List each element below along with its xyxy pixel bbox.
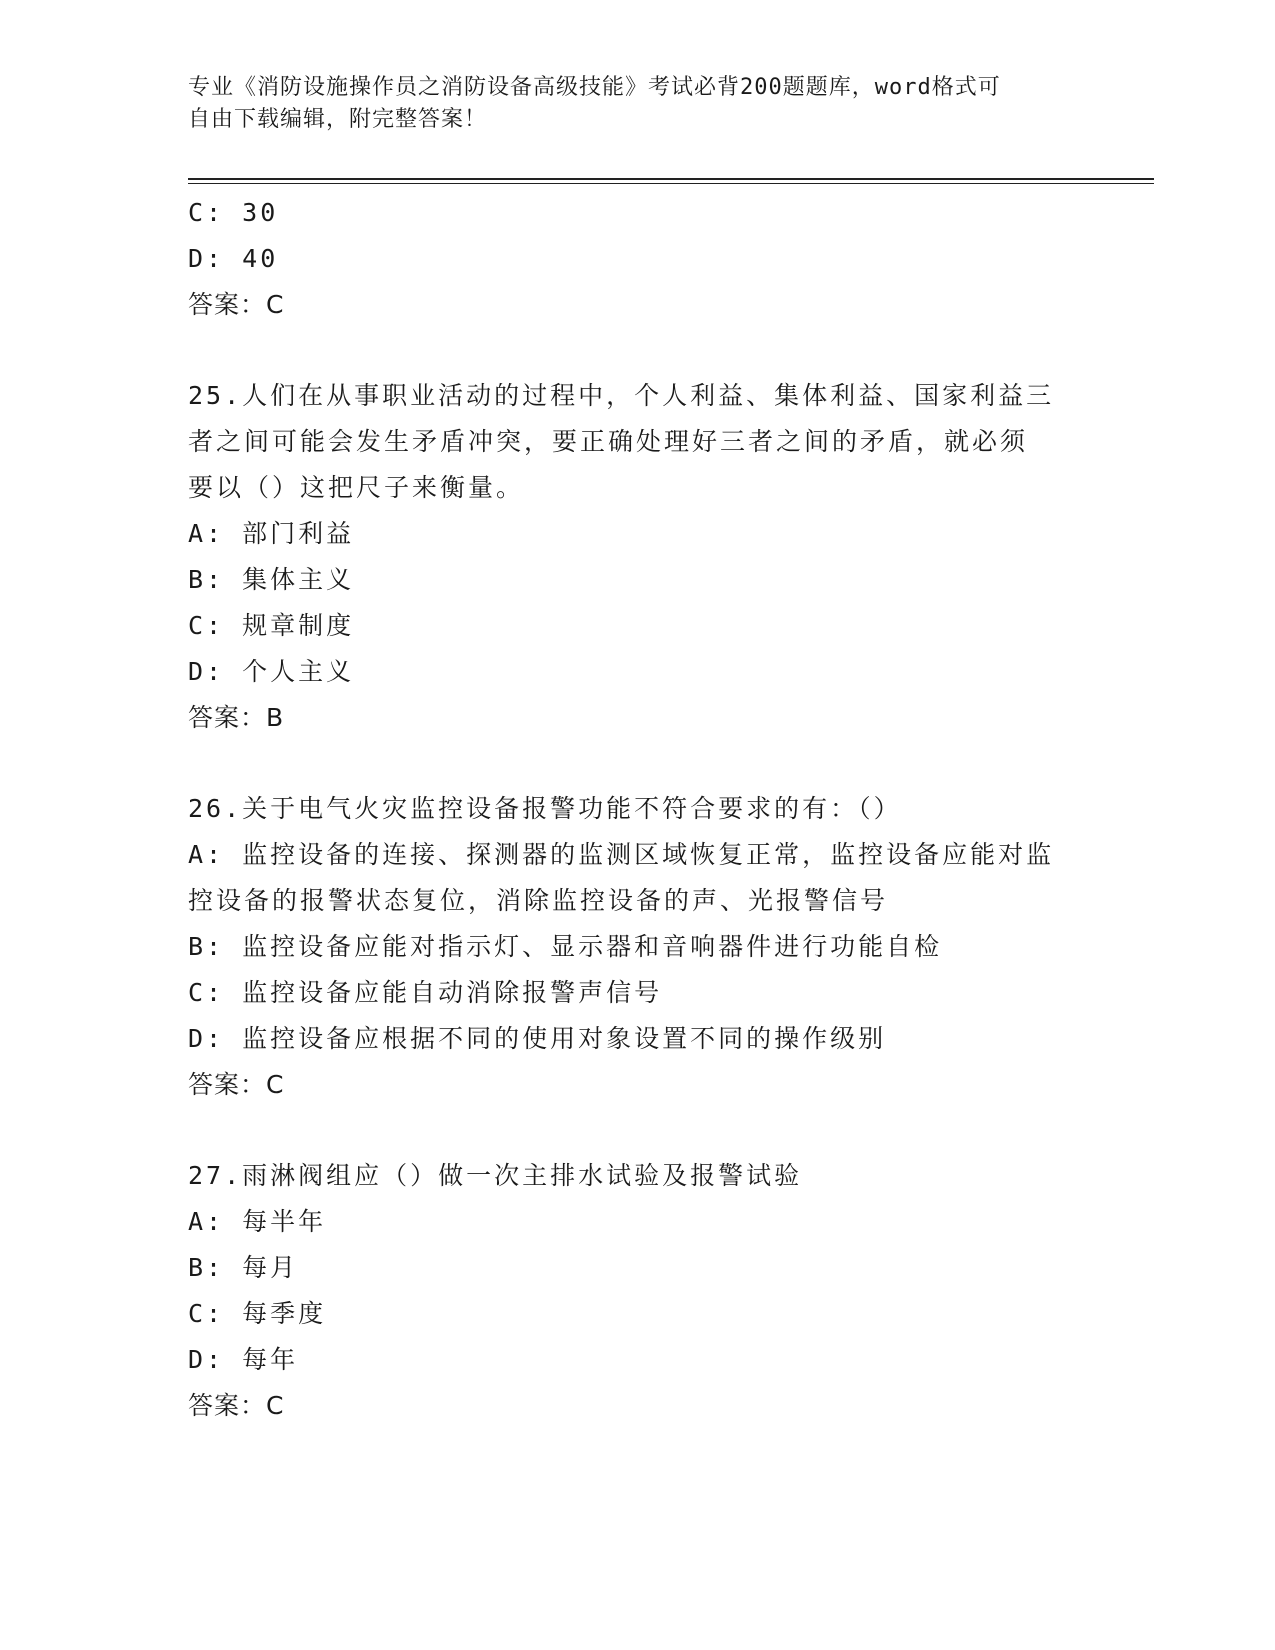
option-line: D: 个人主义	[188, 657, 355, 686]
option-line: A: 监控设备的连接、探测器的监测区域恢复正常，监控设备应能对监	[188, 840, 1055, 869]
option-line: C: 规章制度	[188, 611, 355, 640]
answer-line: 答案：C	[188, 290, 285, 319]
answer-line: 答案：B	[188, 703, 285, 732]
option-line: D: 监控设备应根据不同的使用对象设置不同的操作级别	[188, 1024, 887, 1053]
question-stem: 25.人们在从事职业活动的过程中，个人利益、集体利益、国家利益三	[188, 381, 1055, 410]
answer-line: 答案：C	[188, 1391, 285, 1420]
answer-line: 答案：C	[188, 1070, 285, 1099]
page-header	[188, 72, 1088, 136]
question-content	[188, 190, 1088, 1429]
carryover-block	[188, 190, 1088, 328]
option-line: B: 集体主义	[188, 565, 355, 594]
header-rule-thin	[188, 183, 1154, 184]
question-26	[188, 786, 1088, 1108]
option-line: D: 40	[188, 244, 279, 273]
question-stem: 要以（）这把尺子来衡量。	[188, 473, 525, 502]
question-stem: 者之间可能会发生矛盾冲突，要正确处理好三者之间的矛盾，就必须	[188, 427, 1029, 456]
header-rule-thick	[188, 178, 1154, 180]
option-line: D: 每年	[188, 1345, 299, 1374]
question-stem: 26.关于电气火灾监控设备报警功能不符合要求的有：（）	[188, 794, 902, 823]
option-line: A: 每半年	[188, 1207, 327, 1236]
option-line: 控设备的报警状态复位，消除监控设备的声、光报警信号	[188, 886, 889, 915]
option-line: A: 部门利益	[188, 519, 355, 548]
question-stem: 27.雨淋阀组应（）做一次主排水试验及报警试验	[188, 1161, 803, 1190]
option-line: C: 30	[188, 198, 279, 227]
header-line-1: 专业《消防设施操作员之消防设备高级技能》考试必背200题题库，word格式可	[188, 75, 1001, 100]
question-25	[188, 373, 1088, 741]
option-line: B: 监控设备应能对指示灯、显示器和音响器件进行功能自检	[188, 932, 943, 961]
option-line: B: 每月	[188, 1253, 299, 1282]
question-27	[188, 1153, 1088, 1429]
option-line: C: 每季度	[188, 1299, 327, 1328]
header-line-2: 自由下载编辑，附完整答案！	[188, 107, 488, 132]
option-line: C: 监控设备应能自动消除报警声信号	[188, 978, 663, 1007]
